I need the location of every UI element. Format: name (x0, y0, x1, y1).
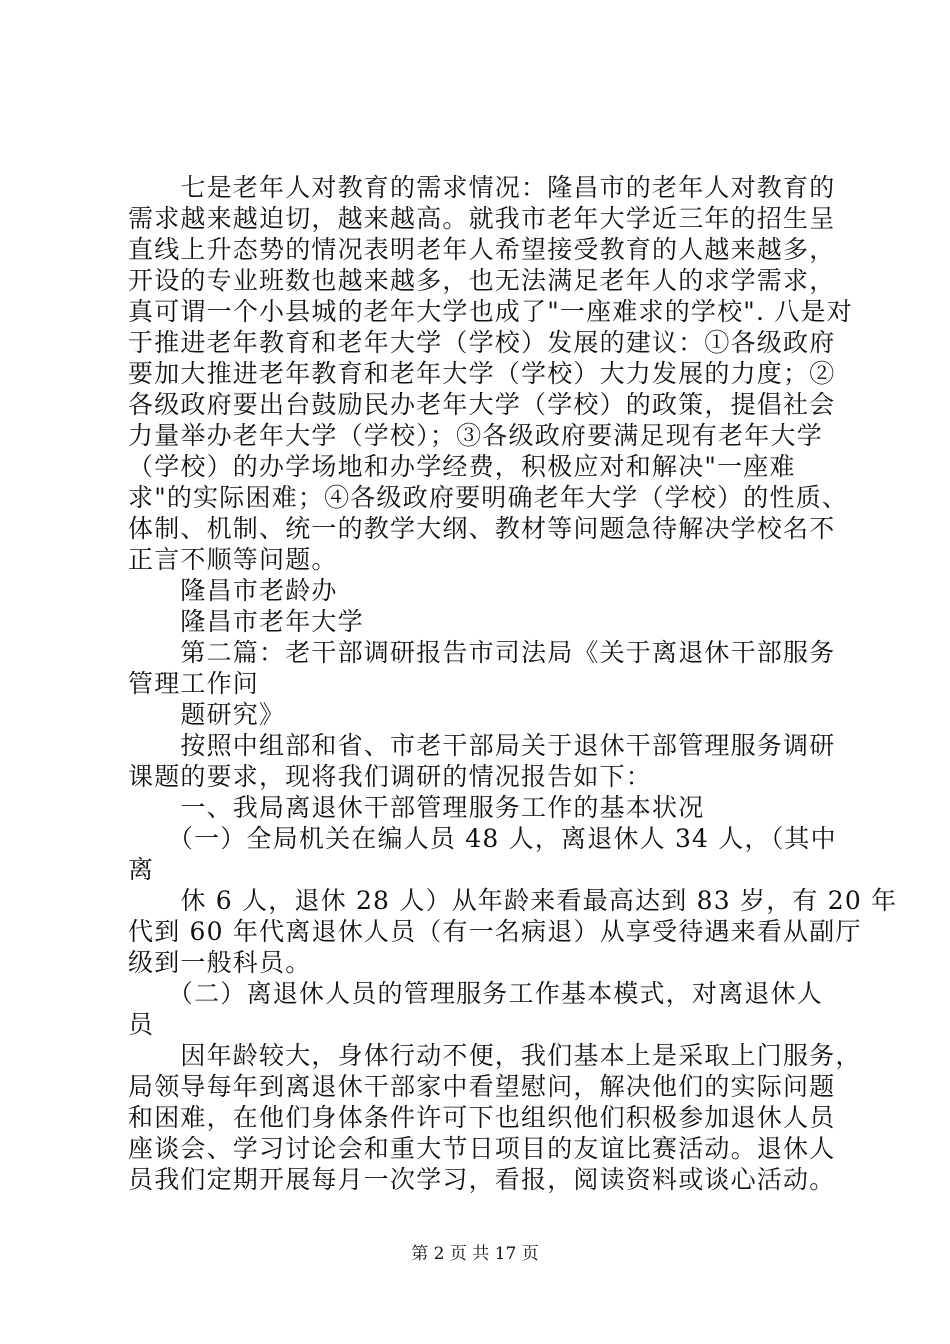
text-line: 休 6 人，退休 28 人）从年龄来看最高达到 83 岁，有 20 年 (128, 886, 898, 915)
text-line: 七是老年人对教育的需求情况：隆昌市的老年人对教育的 (128, 173, 836, 202)
heading-line: 一、我局离退休干部管理服务工作的基本状况 (128, 793, 705, 822)
section-title-line: 管理工作问 (128, 669, 260, 698)
text-line: 直线上升态势的情况表明老年人希望接受教育的人越来越多， (128, 235, 836, 264)
signature-line: 隆昌市老龄办 (128, 576, 338, 605)
text-line: 真可谓一个小县城的老年大学也成了"一座难求的学校". 八是对 (128, 297, 853, 326)
section-title-line: 第二篇：老干部调研报告市司法局《关于离退休干部服务 (128, 638, 836, 667)
text-line: 课题的要求，现将我们调研的情况报告如下： (128, 762, 653, 791)
text-line: 正言不顺等问题。 (128, 545, 338, 574)
text-line: 因年龄较大，身体行动不便，我们基本上是采取上门服务， (128, 1041, 862, 1070)
text-line: 座谈会、学习讨论会和重大节日项目的友谊比赛活动。退休人 (128, 1134, 836, 1163)
text-line: 员我们定期开展每月一次学习，看报，阅读资料或谈心活动。 (128, 1165, 836, 1194)
text-line: 离 (128, 855, 155, 884)
text-line: 需求越来越迫切，越来越高。就我市老年大学近三年的招生呈 (128, 204, 836, 233)
text-line: 求"的实际困难；④各级政府要明确老年大学（学校）的性质、 (128, 483, 849, 512)
text-line: （一）全局机关在编人员 48 人，离退休人 34 人，（其中 (128, 824, 837, 853)
page-number-footer: 第 2 页 共 17 页 (411, 1244, 539, 1264)
text-line: 于推进老年教育和老年大学（学校）发展的建议：①各级政府 (128, 328, 836, 357)
section-title-line: 题研究》 (128, 700, 286, 729)
text-line: 要加大推进老年教育和老年大学（学校）大力发展的力度；② (128, 359, 836, 388)
signature-line: 隆昌市老年大学 (128, 607, 364, 636)
text-line: （学校）的办学场地和办学经费，积极应对和解决"一座难 (128, 452, 796, 481)
text-line: 代到 60 年代离退休人员（有一名病退）从享受待遇来看从副厅 (128, 917, 862, 946)
text-line: 和困难，在他们身体条件许可下也组织他们积极参加退休人员 (128, 1103, 836, 1132)
text-line: 各级政府要出台鼓励民办老年大学（学校）的政策，提倡社会 (128, 390, 836, 419)
text-line: 开设的专业班数也越来越多，也无法满足老年人的求学需求， (128, 266, 836, 295)
text-line: 局领导每年到离退休干部家中看望慰问，解决他们的实际问题 (128, 1072, 836, 1101)
text-line: 级到一般科员。 (128, 948, 312, 977)
text-line: 体制、机制、统一的教学大纲、教材等问题急待解决学校名不 (128, 514, 836, 543)
text-line: 力量举办老年大学（学校）；③各级政府要满足现有老年大学 (128, 421, 823, 450)
text-line: 按照中组部和省、市老干部局关于退休干部管理服务调研 (128, 731, 836, 760)
text-line: （二）离退休人员的管理服务工作基本模式，对离退休人 (128, 979, 823, 1008)
text-line: 员 (128, 1010, 155, 1039)
